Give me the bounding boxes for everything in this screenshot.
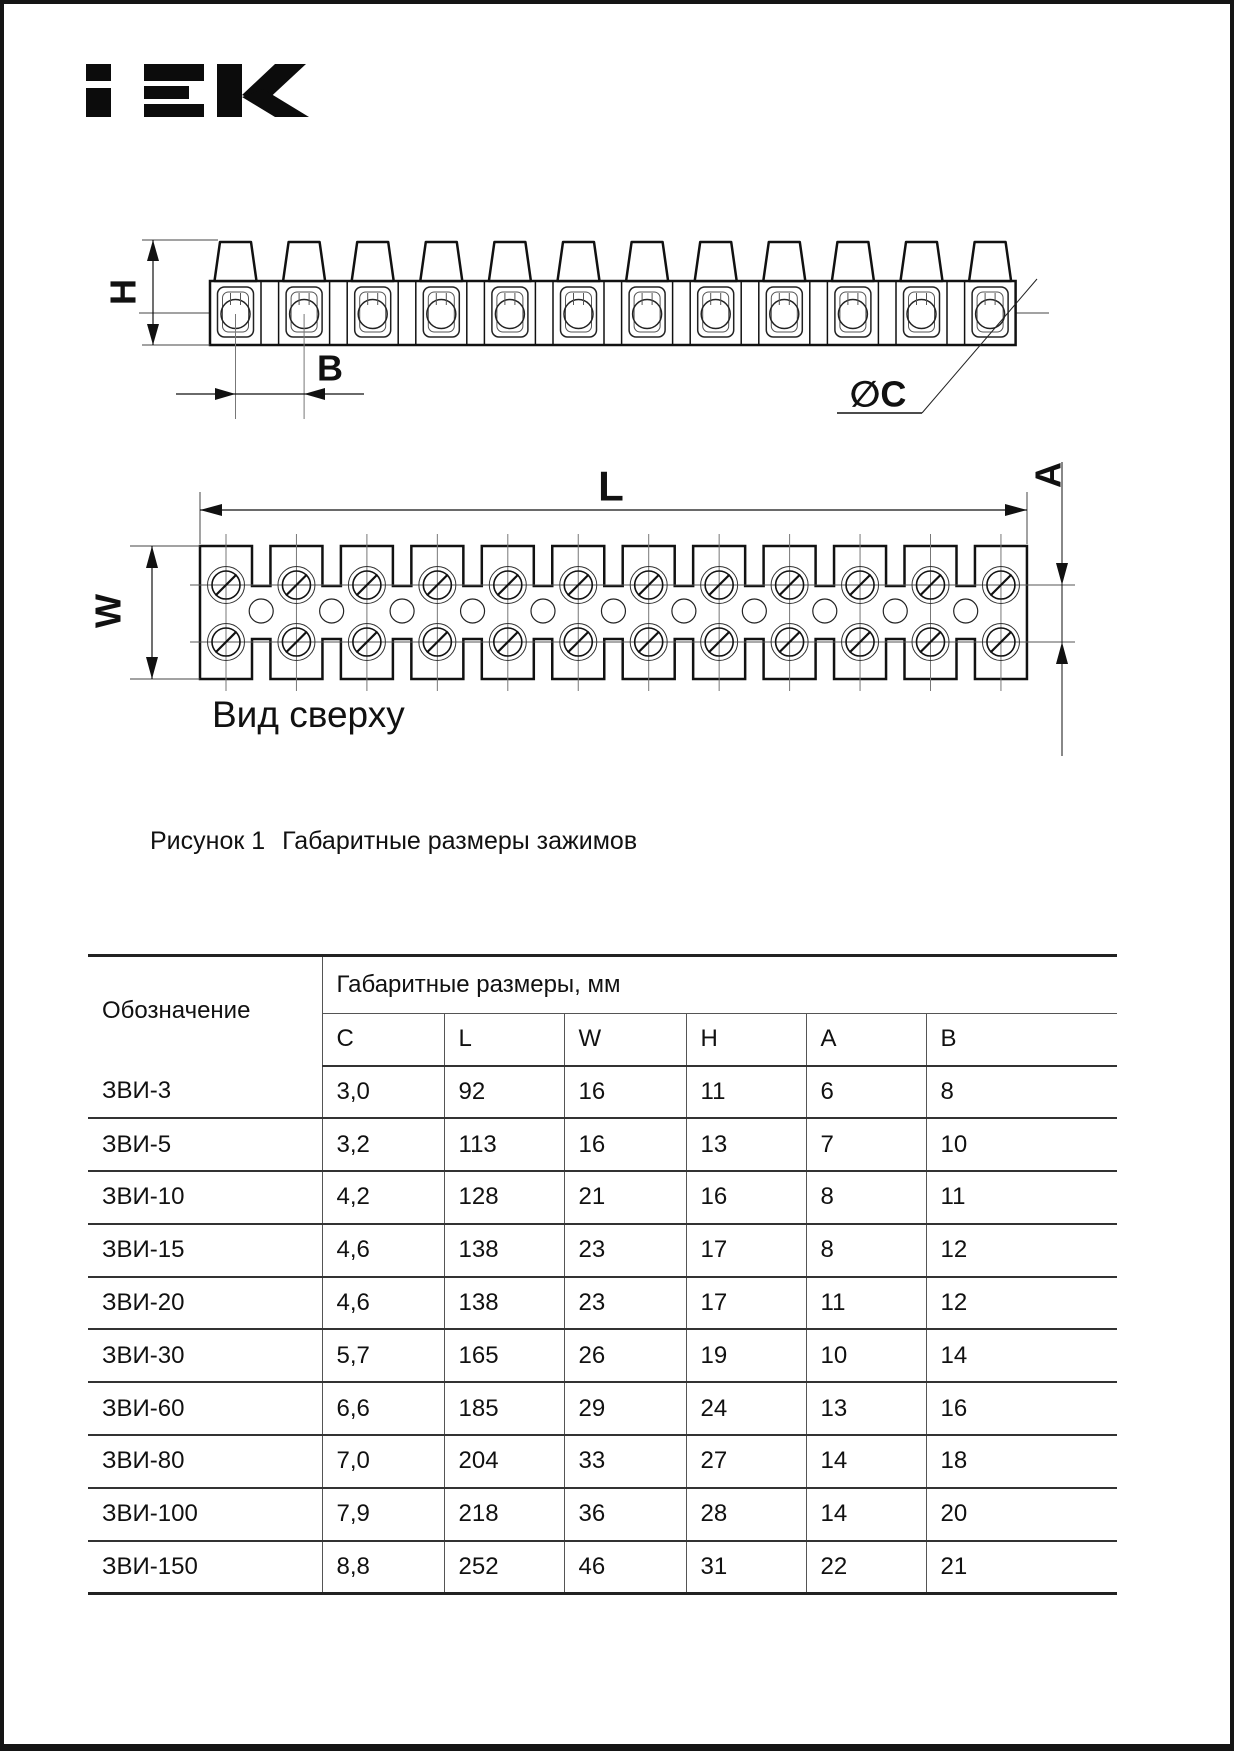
dim-value: 21 — [564, 1171, 686, 1224]
dim-value: 3,2 — [322, 1118, 444, 1171]
dim-value: 29 — [564, 1382, 686, 1435]
dim-a — [1028, 462, 1069, 756]
col-header-b: B — [926, 1014, 1117, 1066]
table-header-row-1 — [88, 956, 1117, 1014]
dim-value: 3,0 — [322, 1066, 444, 1119]
header-dims-group: Габаритные размеры, мм — [322, 956, 1117, 1014]
dim-value: 33 — [564, 1435, 686, 1488]
dim-value: 10 — [806, 1329, 926, 1382]
dim-value: 8 — [926, 1066, 1117, 1119]
dim-value: 46 — [564, 1541, 686, 1594]
dim-value: 185 — [444, 1382, 564, 1435]
dim-value: 23 — [564, 1224, 686, 1277]
dim-l — [200, 463, 1027, 545]
dim-value: 138 — [444, 1277, 564, 1330]
dim-value: 24 — [686, 1382, 806, 1435]
dimensions-table — [88, 954, 1117, 1595]
dim-label-l: L — [598, 462, 624, 510]
dim-value: 12 — [926, 1224, 1117, 1277]
dim-value: 28 — [686, 1488, 806, 1541]
dim-value: 7,0 — [322, 1435, 444, 1488]
dim-value: 21 — [940, 1552, 968, 1580]
dim-value: 11 — [686, 1066, 806, 1119]
dim-h — [103, 240, 219, 345]
dim-value: 11 — [926, 1171, 1117, 1224]
dim-value: 218 — [444, 1488, 564, 1541]
col-header-a: A — [806, 1014, 926, 1066]
dim-value: 14 — [926, 1329, 1117, 1382]
top-view-outline — [200, 546, 1027, 679]
col-header-c: C — [322, 1014, 444, 1066]
dim-value: 6,6 — [322, 1382, 444, 1435]
table-row — [88, 1382, 1117, 1435]
dim-value: 10 — [926, 1118, 1117, 1171]
iek-logo — [86, 64, 309, 117]
dim-label-c: ∅C — [849, 373, 907, 415]
dim-value: 13 — [686, 1118, 806, 1171]
row-label: ЗВИ-20 — [88, 1277, 322, 1330]
dim-value: 16 — [564, 1118, 686, 1171]
dim-value: 252 — [444, 1541, 564, 1594]
dim-value: 8 — [806, 1171, 926, 1224]
dim-value: 11 — [806, 1277, 926, 1330]
dim-value: 26 — [564, 1329, 686, 1382]
dim-value: 14 — [806, 1435, 926, 1488]
dim-value: 27 — [686, 1435, 806, 1488]
dim-value: 17 — [686, 1224, 806, 1277]
table-row — [88, 1435, 1117, 1488]
dim-value: 19 — [686, 1329, 806, 1382]
top-view-label: Вид сверху — [212, 694, 405, 735]
dim-value: 36 — [564, 1488, 686, 1541]
dim-value: 92 — [444, 1066, 564, 1119]
dim-label-a: A — [1027, 462, 1069, 488]
dim-w — [88, 546, 201, 679]
dim-value: 128 — [444, 1171, 564, 1224]
dim-value: 18 — [926, 1435, 1117, 1488]
row-label: ЗВИ-30 — [88, 1329, 322, 1382]
dim-value: 4,6 — [322, 1224, 444, 1277]
table-row — [88, 1541, 1117, 1594]
dim-label-w: W — [87, 594, 129, 628]
row-label: ЗВИ-15 — [88, 1224, 322, 1277]
row-label: ЗВИ-3 — [88, 1066, 322, 1119]
dim-value: 13 — [806, 1382, 926, 1435]
table-row — [88, 1277, 1117, 1330]
dim-value: 7 — [806, 1118, 926, 1171]
col-header-l: L — [444, 1014, 564, 1066]
figure-drawings — [4, 4, 1234, 884]
col-header-w: W — [564, 1014, 686, 1066]
row-label: ЗВИ-80 — [88, 1435, 322, 1488]
table-row — [88, 1488, 1117, 1541]
dim-value: 6 — [806, 1066, 926, 1119]
dim-label-b: B — [317, 347, 343, 389]
figure-caption — [150, 827, 637, 856]
header-designation: Обозначение — [88, 956, 322, 1066]
row-label: ЗВИ-150 — [88, 1541, 322, 1594]
dim-value: 23 — [564, 1277, 686, 1330]
dim-value: 31 — [686, 1541, 806, 1594]
dim-value: 20 — [926, 1488, 1117, 1541]
table-row — [88, 1118, 1117, 1171]
figure-caption-text: Габаритные размеры зажимов — [282, 827, 638, 855]
col-header-h: H — [686, 1014, 806, 1066]
table-row — [88, 1171, 1117, 1224]
dim-value: 7,9 — [322, 1488, 444, 1541]
dim-value: 16 — [926, 1382, 1117, 1435]
dim-value: 8 — [806, 1224, 926, 1277]
dim-value: 8,8 — [322, 1541, 444, 1594]
dim-value: 17 — [686, 1277, 806, 1330]
row-label: ЗВИ-5 — [88, 1118, 322, 1171]
table-row — [88, 1224, 1117, 1277]
dim-value: 22 — [806, 1541, 926, 1594]
dim-value: 4,6 — [322, 1277, 444, 1330]
dim-value: 138 — [444, 1224, 564, 1277]
row-label: ЗВИ-10 — [88, 1171, 322, 1224]
row-label: ЗВИ-60 — [88, 1382, 322, 1435]
row-label: ЗВИ-100 — [88, 1488, 322, 1541]
dim-value: 113 — [444, 1118, 564, 1171]
dim-label-h: H — [102, 279, 144, 305]
side-view-drawing — [103, 240, 1050, 419]
dim-value: 204 — [444, 1435, 564, 1488]
dim-value: 165 — [444, 1329, 564, 1382]
table-row — [88, 1066, 1117, 1119]
table-row — [88, 1329, 1117, 1382]
dim-value: 5,7 — [322, 1329, 444, 1382]
figure-caption-number: Рисунок 1 — [150, 827, 266, 855]
dim-value: 12 — [926, 1277, 1117, 1330]
dim-value: 14 — [806, 1488, 926, 1541]
dim-value: 16 — [564, 1066, 686, 1119]
dim-value: 16 — [686, 1171, 806, 1224]
dim-value: 4,2 — [322, 1171, 444, 1224]
